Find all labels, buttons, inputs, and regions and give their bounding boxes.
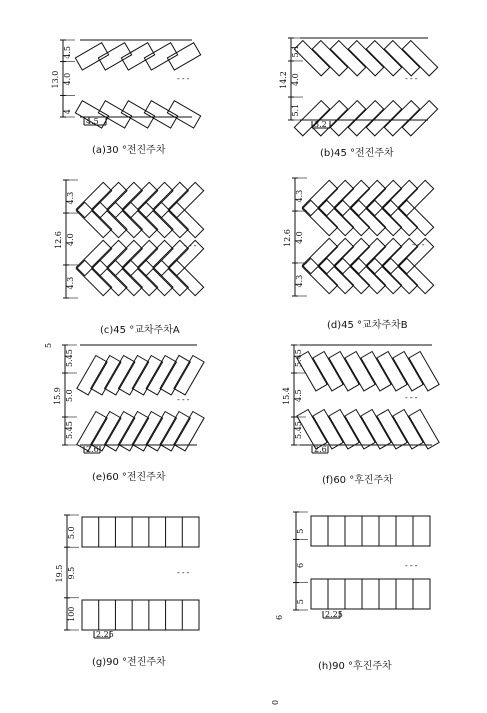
aisle-arrow: --- <box>411 240 426 249</box>
bottom-row-dimension-label: 100 <box>67 606 76 622</box>
aisle-dimension-label: 9.5 <box>67 566 76 580</box>
stall-row <box>76 182 203 237</box>
stall <box>384 101 419 136</box>
stall-row <box>311 516 430 546</box>
stall <box>313 351 343 390</box>
stall <box>312 41 347 76</box>
stall <box>393 409 423 448</box>
width-dimension-label: 2.25 <box>96 630 114 639</box>
stall <box>167 101 200 128</box>
total-dimension-label: 12.6 <box>283 229 292 247</box>
stall <box>345 409 375 448</box>
stall <box>366 101 401 136</box>
aisle-arrow: --- <box>404 561 419 570</box>
stall <box>348 41 383 76</box>
stall <box>92 202 127 237</box>
panel-a <box>51 40 201 156</box>
bottom-row-dimension-label: 4 <box>63 109 72 115</box>
panel-caption: (a)30 °전진주차 <box>92 145 166 156</box>
aisle-arrow: --- <box>404 74 419 83</box>
stall-row <box>82 600 199 630</box>
aisle-dimension-label: 4.0 <box>66 233 75 246</box>
stall <box>402 101 437 136</box>
aisle-arrow: --- <box>176 74 191 83</box>
total-dimension-label: 19.5 <box>55 564 64 583</box>
stall-row <box>294 41 437 76</box>
stall <box>75 43 108 70</box>
stall <box>330 101 365 136</box>
top-row-dimension-label: 4.5 <box>63 46 72 59</box>
stall-row <box>75 43 200 70</box>
total-dimension-label: 12.6 <box>54 231 63 249</box>
stall <box>153 202 188 237</box>
stall <box>98 43 131 70</box>
width-dimension-label: 2.25 <box>325 610 343 619</box>
aisle-dimension-label: 5.0 <box>65 389 74 402</box>
stall <box>76 240 111 275</box>
width-dimension-label: 3.2 <box>314 120 327 129</box>
total-dimension-label: 15.4 <box>282 387 291 405</box>
total-dimension-label: 13.0 <box>51 70 60 89</box>
top-row-dimension-label: 4.3 <box>66 191 75 205</box>
aisle-dimension-label: 4.0 <box>63 72 72 86</box>
stall <box>348 101 383 136</box>
stall <box>153 260 188 295</box>
stall-row <box>77 355 204 394</box>
top-row-dimension-label: 5.0 <box>67 526 76 540</box>
stall <box>107 240 142 275</box>
stall <box>168 260 203 295</box>
stall <box>92 240 127 275</box>
stall-row <box>297 409 439 448</box>
total-dimension-label: 14.2 <box>279 71 288 89</box>
stall <box>138 182 173 217</box>
width-dimension-label: 2.6 <box>314 445 327 454</box>
stall <box>167 43 200 70</box>
stall <box>409 351 439 390</box>
stall <box>366 41 401 76</box>
extra-dimension-mark: 5 <box>44 342 53 348</box>
panel-d <box>283 178 434 331</box>
stall <box>121 101 154 128</box>
stall-row <box>294 101 437 136</box>
stall <box>329 409 359 448</box>
stall <box>168 202 203 237</box>
stall <box>312 101 347 136</box>
panel-g <box>55 515 199 668</box>
stall <box>330 41 365 76</box>
stall <box>361 409 391 448</box>
stall <box>121 43 154 70</box>
stall <box>377 409 407 448</box>
panel-caption: (g)90 °전진주차 <box>92 657 166 668</box>
panel-caption: (d)45 °교차주차B <box>327 320 408 331</box>
bottom-row-dimension-label: 5.1 <box>291 103 300 117</box>
stall <box>402 41 437 76</box>
aisle-dimension-label: 6 <box>296 562 305 568</box>
stall <box>107 260 142 295</box>
stall <box>76 182 111 217</box>
panel-caption: (c)45 °교차주차A <box>100 325 180 336</box>
aisle-dimension-label: 4.0 <box>291 73 300 86</box>
stall <box>122 240 157 275</box>
stall <box>174 355 204 394</box>
top-row-dimension-label: 5.1 <box>291 44 300 58</box>
bottom-row-dimension-label: 5.45 <box>294 421 303 439</box>
stall <box>76 260 111 295</box>
stall <box>138 260 173 295</box>
stall <box>329 351 359 390</box>
panel-h <box>275 512 430 672</box>
stall <box>144 43 177 70</box>
aisle-dimension-label: 4.0 <box>295 231 304 244</box>
aisle-arrow: --- <box>404 393 419 402</box>
stall <box>76 202 111 237</box>
stall <box>107 182 142 217</box>
bottom-row-dimension-label: 4.3 <box>295 274 304 288</box>
width-dimension-label: 4.5 <box>86 117 99 126</box>
stall <box>98 101 131 128</box>
stall-row <box>82 517 199 547</box>
panel-caption: (h)90 °후진주차 <box>318 661 392 672</box>
stall <box>92 260 127 295</box>
top-row-dimension-label: 5.45 <box>294 349 303 367</box>
top-row-dimension-label: 4.3 <box>295 189 304 203</box>
extra-dimension-mark: 6 <box>275 614 284 620</box>
stall <box>122 182 157 217</box>
stall <box>122 260 157 295</box>
stall <box>138 240 173 275</box>
stall <box>122 202 157 237</box>
stall-row-outline <box>311 579 430 609</box>
stall <box>377 351 407 390</box>
stall <box>168 182 203 217</box>
aisle-arrow: --- <box>176 568 191 577</box>
stall <box>107 202 142 237</box>
stall-row-outline <box>82 600 199 630</box>
footer-mark: 0 <box>271 699 280 705</box>
aisle-arrow: --- <box>183 241 198 250</box>
panel-caption: (e)60 °전진주차 <box>92 472 166 483</box>
stall <box>409 409 439 448</box>
stall-row <box>311 579 430 609</box>
bottom-row-dimension-label: 4.3 <box>66 276 75 290</box>
stall <box>384 41 419 76</box>
panel-e <box>44 343 204 483</box>
stall <box>393 351 423 390</box>
panel-caption: (f)60 °후진주차 <box>322 475 393 486</box>
aisle-arrow: --- <box>176 395 191 404</box>
bottom-row-dimension-label: 5.45 <box>65 421 74 439</box>
stall <box>92 182 127 217</box>
total-dimension-label: 15.9 <box>53 387 62 405</box>
stall <box>153 182 188 217</box>
stall <box>345 351 375 390</box>
stall-row <box>297 351 439 390</box>
stall <box>313 409 343 448</box>
panel-b <box>279 38 438 159</box>
panel-caption: (b)45 °전진주차 <box>320 148 394 159</box>
panel-c <box>54 180 204 336</box>
aisle-dimension-label: 4.5 <box>294 389 303 402</box>
stall <box>361 351 391 390</box>
stall <box>144 101 177 128</box>
top-row-dimension-label: 5.45 <box>65 349 74 367</box>
width-dimension-label: 2.6 <box>86 445 99 454</box>
stall-row-outline <box>82 517 199 547</box>
panel-f <box>282 345 439 486</box>
bottom-row-dimension-label: 5 <box>296 599 305 605</box>
top-row-dimension-label: 5 <box>296 528 305 534</box>
stall <box>138 202 173 237</box>
stall-row-outline <box>311 516 430 546</box>
stall-row <box>302 180 433 235</box>
